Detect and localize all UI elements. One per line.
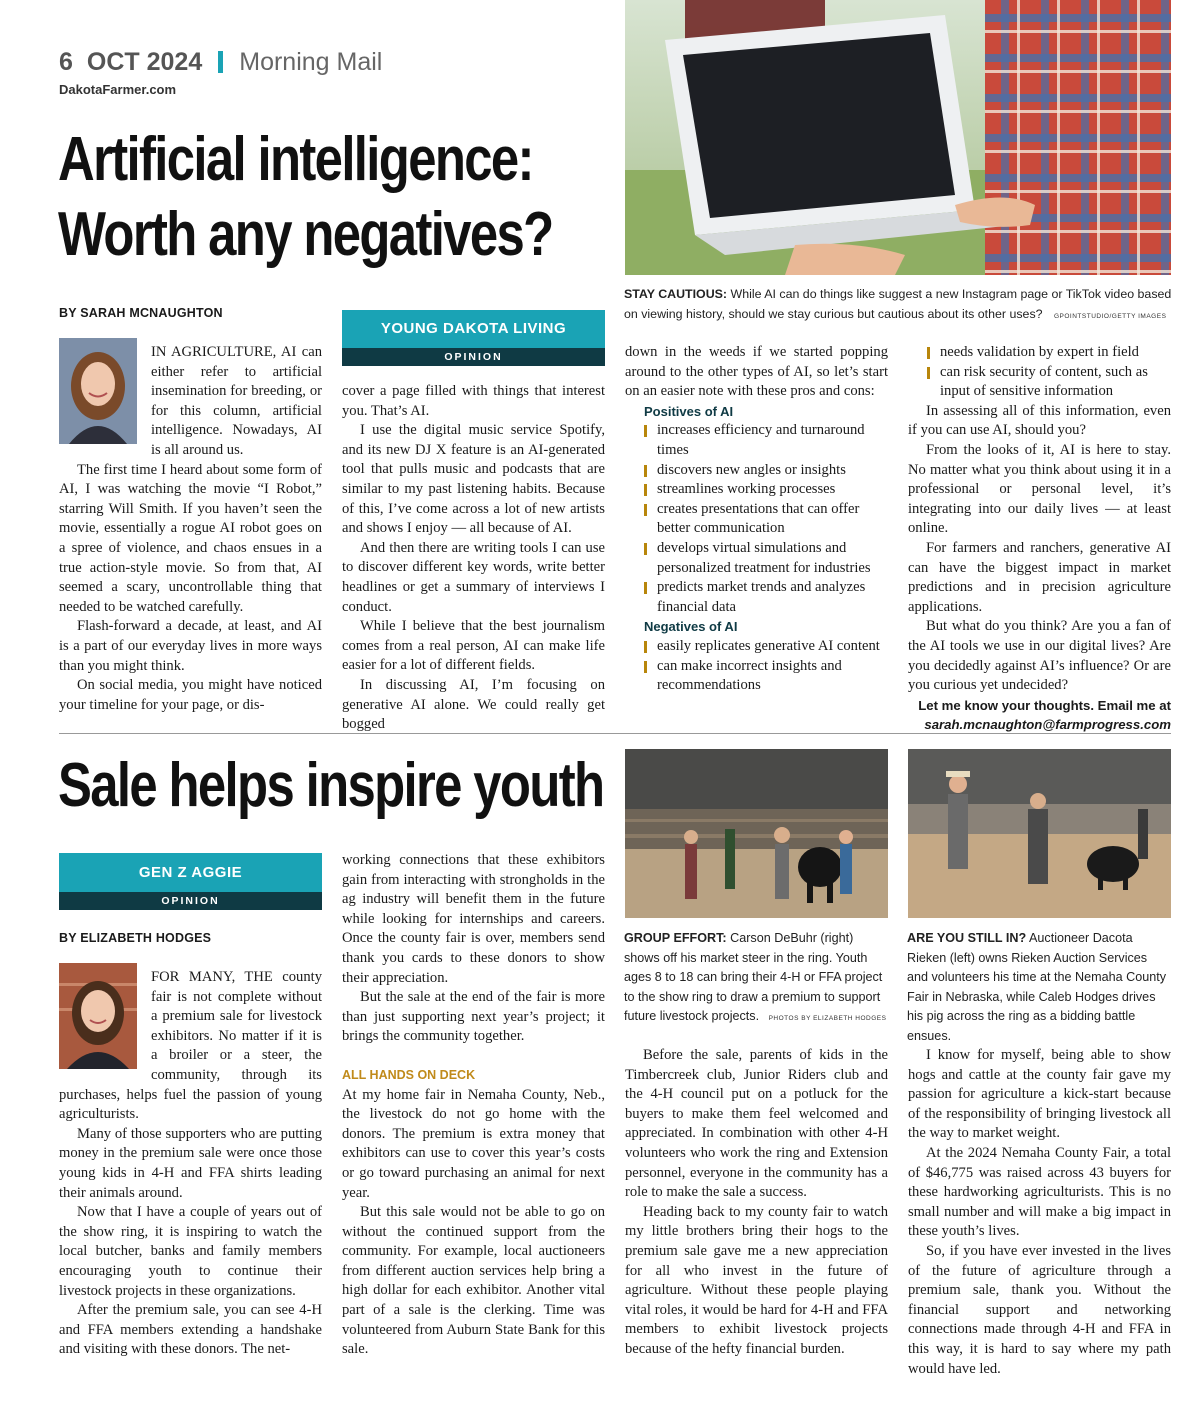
header-divider: [218, 51, 223, 73]
caption-label: STAY CAUTIOUS:: [624, 287, 728, 301]
caption-text: Carson DeBuhr (right) shows off his market steer in the ring. Youth ages 8 to 18 can bring their 4-H or FFA project to the show ring to draw a premium to support future livestock projects.: [624, 931, 883, 1024]
pig-auction-photo: [908, 749, 1171, 918]
banner-title: YOUNG DAKOTA LIVING: [342, 310, 605, 348]
issue-date: OCT 2024: [86, 47, 203, 76]
laptop-photo-caption: [624, 285, 1172, 326]
paragraph: At the 2024 Nemaha County Fair, a total of $46,775 was raised across 43 buyers for these hardworking agriculturists. This is no small number and will make a big impact in these youth’s lives.: [908, 1144, 1171, 1240]
banner-tag: OPINION: [59, 892, 322, 910]
paragraph: At my home fair in Nemaha County, Neb., the livestock do not go home with the donors. The premium is extra money that exhibitors can use to cover this year’s costs or go toward purchasing an animal for next year.: [342, 1086, 605, 1201]
author-email[interactable]: sarah.mcnaughton@farmprogress.com: [924, 717, 1171, 733]
article1-byline: BY SARAH MCNAUGHTON: [59, 306, 223, 320]
paragraph: Heading back to my county fair to watch my little brothers bring their hogs to the premium sale gave me a new appreciation for all who invest in the future of agriculture. Without these people playing vital roles, it would be hard for 4-H and FFA members to exhibit livestock projects because of the hefty financial burden.: [625, 1203, 888, 1357]
steer-photo-caption: [624, 929, 888, 1029]
section-heading-all-hands: ALL HANDS ON DECK: [342, 1067, 476, 1082]
list-item: increases efficiency and turnaround times: [625, 421, 888, 460]
paragraph: After the premium sale, you can see 4-H and FFA members extending a handshake and visiting with these donors. The net-: [59, 1302, 322, 1358]
list-item: predicts market trends and analyzes financial data: [625, 578, 888, 617]
paragraph: IN AGRICULTURE, AI can either refer to artificial insemination for breeding, or for this column, artificial intelligence. Nowadays, AI is all around us.: [151, 344, 322, 458]
paragraph: So, if you have ever invested in the lives of the future of agriculture through a premium sale, thank you. Without the financial support and networking connections made through 4-H and FFA in this way, it is hard to say where my path would have led.: [908, 1242, 1171, 1377]
article2-column-4: [908, 1046, 1171, 1379]
list-item: easily replicates generative AI content: [625, 637, 888, 657]
list-item: can risk security of content, such as input of sensitive information: [908, 363, 1171, 402]
caption-text: Auctioneer Dacota Rieken (left) owns Rieken Auction Services and volunteers his time at the Nemaha County Fair in Nebraska, while Caleb Hodges drives his pig across the ring as a bidding battle ensues.: [907, 931, 1167, 1043]
paragraph: On social media, you might have noticed your timeline for your page, or dis-: [59, 677, 322, 713]
paragraph: I use the digital music service Spotify, and its new DJ X feature is an AI-generated tool that pulls music and podcasts that are similar to my past listening habits. Because of this, I’ve come across a lot of new artists and shows I enjoy — all because of AI.: [342, 422, 605, 537]
list-item: creates presentations that can offer better communication: [625, 500, 888, 539]
photo-credit: PHOTOS BY ELIZABETH HODGES: [768, 1015, 887, 1023]
paragraph: In discussing AI, I’m focusing on generative AI alone. We could really get bogged: [342, 676, 605, 733]
author-photo-elizabeth: [59, 963, 137, 1069]
paragraph: down in the weeds if we started popping around to the other types of AI, so let’s start on an easier note with these pros and cons:: [625, 344, 888, 400]
caption-text: While AI can do things like suggest a new Instagram page or TikTok video based on viewing history, should we stay curious but cautious about its other uses?: [624, 287, 1172, 321]
positives-list: [625, 421, 888, 617]
paragraph: But this sale would not be able to go on without the continued support from the community. For example, local auctioneers from different auction services help bring a high dollar for each exhibitor. Another vital part of a sale is the clerking. Time was volunteered from Auburn State Bank for this sale.: [342, 1204, 605, 1358]
young-dakota-living-banner: [342, 310, 605, 366]
page-number: 6: [59, 47, 73, 76]
article2-column-3: [625, 1046, 888, 1360]
list-item: discovers new angles or insights: [625, 461, 888, 481]
paragraph: The first time I heard about some form of AI, I was watching the movie “I Robot,” starring Will Smith. If you haven’t seen the movie, essentially a rogue AI robot goes on a spree of violence, and chaos ensues in a true action-style movie. So from that, AI seemed a scary, uncontrollable thing that needed to be watched carefully.: [59, 461, 322, 615]
pig-photo-illustration: [908, 749, 1171, 918]
negatives-list: [625, 637, 888, 696]
signoff-text: Let me know your thoughts. Email me at: [918, 697, 1171, 713]
article2-column-2: [342, 851, 605, 1360]
positives-heading: Positives of AI: [644, 403, 734, 419]
paragraph: For farmers and ranchers, generative AI can have the biggest impact in market predictions and in precision agriculture applications.: [908, 539, 1171, 615]
author-portrait-illustration: [59, 338, 137, 444]
pig-photo-caption: [907, 929, 1171, 1047]
paragraph: Before the sale, parents of kids in the Timbercreek club, Junior Riders club and the 4-H council put on a potluck for the buyers to make them feel welcomed and appreciated. In combination with other 4-H volunteers who work the ring and Extension personnel, everyone in the community has a role to make the sale a success.: [625, 1047, 888, 1201]
caption-label: GROUP EFFORT:: [624, 931, 727, 945]
list-item: can make incorrect insights and recommendations: [625, 657, 888, 696]
author-portrait-illustration: [59, 963, 137, 1069]
gen-z-aggie-banner: [59, 853, 322, 910]
paragraph: Flash-forward a decade, at least, and AI is a part of our everyday lives in more ways than you might think.: [59, 618, 322, 674]
steer-photo-illustration: [625, 749, 888, 918]
paragraph: But the sale at the end of the fair is more than just supporting next year’s project; it brings the community together.: [342, 989, 605, 1045]
article-divider: [59, 733, 1171, 734]
photo-credit: GPOINTSTUDIO/GETTY IMAGES: [1053, 312, 1167, 320]
paragraph: While I believe that the best journalism comes from a real person, AI can make life easier for a lot of different fields.: [342, 618, 605, 674]
paragraph: Now that I have a couple of years out of the show ring, it is inspiring to watch the local butcher, banks and family members encouraging youth to continue their livestock projects in these organizations.: [59, 1204, 322, 1299]
negatives-heading: Negatives of AI: [644, 619, 738, 635]
paragraph: In assessing all of this information, even if you can use AI, should you?: [908, 402, 1171, 439]
section-name: Morning Mail: [239, 47, 383, 76]
article1-column-2: [342, 382, 605, 735]
website-link[interactable]: DakotaFarmer.com: [59, 82, 177, 97]
caption-label: ARE YOU STILL IN?: [907, 931, 1027, 945]
paragraph: working connections that these exhibitors gain from interacting with strongholds in the ag industry will benefit them in the future while looking for internships and careers. Once the county fair is over, members send thank you cards to these donors to show their appreciation.: [342, 852, 605, 986]
laptop-photo-illustration: [625, 0, 1171, 275]
article1-column-3: [625, 343, 888, 696]
article2-column-1: [59, 968, 322, 1360]
list-item: develops virtual simulations and personalized treatment for industries: [625, 539, 888, 578]
laptop-photo: [625, 0, 1171, 275]
paragraph: Many of those supporters who are putting money in the premium sale were once those young kids in 4-H and FFA shirts leading their animals around.: [59, 1125, 322, 1201]
article1-column-1: [59, 343, 322, 715]
list-item: streamlines working processes: [625, 480, 888, 500]
paragraph: I know for myself, being able to show hogs and cattle at the county fair gave my passion for agriculture a kick-start because of the responsibility of bringing livestock all the way to market weight.: [908, 1047, 1171, 1142]
article2-byline: BY ELIZABETH HODGES: [59, 931, 212, 945]
list-item: needs validation by expert in field: [908, 343, 1171, 363]
steer-show-photo: [625, 749, 888, 918]
page-header: [59, 46, 382, 78]
banner-tag: OPINION: [342, 348, 605, 366]
signoff: [908, 696, 1171, 735]
paragraph: From the looks of it, AI is here to stay. No matter what you think about using it in a professional or personal level, it’s integrating into our daily lives — at least online.: [908, 441, 1171, 537]
banner-title: GEN Z AGGIE: [59, 853, 322, 892]
paragraph: FOR MANY, THE county fair is not complete without a premium sale for livestock exhibitors. No matter if it is a broiler or a steer, the community, through its purchases, helps fuel the passion of young agriculturists.: [59, 969, 322, 1123]
article1-column-4: [908, 343, 1171, 735]
paragraph: And then there are writing tools I can use to discover different key words, write better headlines or get a summary of interviews I conduct.: [342, 539, 605, 615]
paragraph: But what do you think? Are you a fan of the AI tools we use in our digital lives? Are you decidedly against AI’s influence? Or are you curious yet undecided?: [908, 618, 1171, 694]
paragraph: cover a page filled with things that interest you. That’s AI.: [342, 383, 605, 419]
article1-headline: [58, 122, 553, 272]
negatives-list-continued: [908, 343, 1171, 402]
headline-line-1: Artificial intelligence:: [58, 125, 533, 194]
headline-line-2: Worth any negatives?: [58, 200, 553, 269]
author-photo-sarah: [59, 338, 137, 444]
article2-headline: Sale helps inspire youth: [58, 751, 604, 820]
